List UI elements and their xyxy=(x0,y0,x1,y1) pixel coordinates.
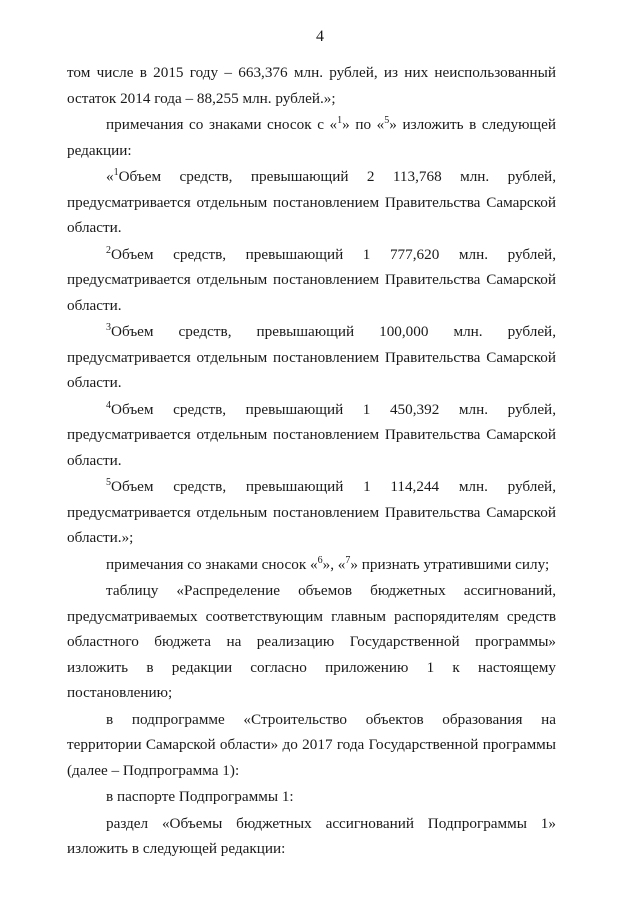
paragraph-line: постановлению; xyxy=(67,684,173,701)
paragraph-line: территории Самарской области» до 2017 года Государственной программы xyxy=(67,736,556,753)
footnote-3: $^3$Объем средств, превышающий 100,000 млн. рублей, xyxy=(106,321,556,340)
paragraph-line: предусматриваемых соответствующим главным распорядителям средств xyxy=(67,607,556,625)
paragraph-line: изложить в следующей редакции: xyxy=(67,840,286,857)
paragraph-line: (далее – Подпрограмма 1): xyxy=(67,761,240,779)
paragraph-line: областного бюджета на реализацию Государственной программы» xyxy=(67,633,556,650)
paragraph-footnotes-6-7: примечания со знаками сносок «$^6$», «$^7$» признать утратившими силу; xyxy=(106,554,550,573)
page-number: 4 xyxy=(316,28,324,45)
paragraph-line: предусматривается отдельным постановлением Правительства Самарской xyxy=(67,348,556,366)
footnote-1: «$^1$Объем средств, превышающий 2 113,768 млн. рублей, xyxy=(106,166,556,185)
paragraph-line: редакции: xyxy=(67,141,132,159)
paragraph-line: предусматривается отдельным постановлением Правительства Самарской xyxy=(67,503,556,521)
paragraph-line: области. xyxy=(67,374,122,391)
paragraph-line: предусматривается отдельным постановлением Правительства Самарской xyxy=(67,271,556,288)
footnote-4: $^4$Объем средств, превышающий 1 450,392 млн. рублей, xyxy=(106,399,556,418)
paragraph-line: том числе в 2015 году – 663,376 млн. рублей, из них неиспользованный xyxy=(67,64,556,81)
paragraph-line: области.»; xyxy=(67,529,134,546)
footnote-5: $^5$Объем средств, превышающий 1 114,244 млн. рублей, xyxy=(106,476,556,495)
paragraph-line: области. xyxy=(67,451,122,469)
paragraph-line: области. xyxy=(67,296,122,314)
paragraph-line: остаток 2014 года – 88,255 млн. рублей.»; xyxy=(67,89,336,107)
paragraph-line: раздел «Объемы бюджетных ассигнований Подпрограммы 1» xyxy=(106,814,556,832)
paragraph-line: в паспорте Подпрограммы 1: xyxy=(106,788,294,805)
footnote-2: $^2$Объем средств, превышающий 1 777,620 млн. рублей, xyxy=(106,244,556,263)
paragraph-footnotes-1-5: примечания со знаками сносок с «$^1$» по «$^5$» изложить в следующей xyxy=(106,114,556,133)
document-body xyxy=(67,60,556,862)
paragraph-line: в подпрограмме «Строительство объектов образования на xyxy=(106,710,556,728)
paragraph-line: изложить в редакции согласно приложению 1 к настоящему xyxy=(67,658,556,676)
paragraph-line: предусматривается отдельным постановлением Правительства Самарской xyxy=(67,426,556,443)
paragraph-line: таблицу «Распределение объемов бюджетных ассигнований, xyxy=(106,582,556,599)
paragraph-line: предусматривается отдельным постановлением Правительства Самарской xyxy=(67,193,556,211)
paragraph-line: области. xyxy=(67,219,122,236)
